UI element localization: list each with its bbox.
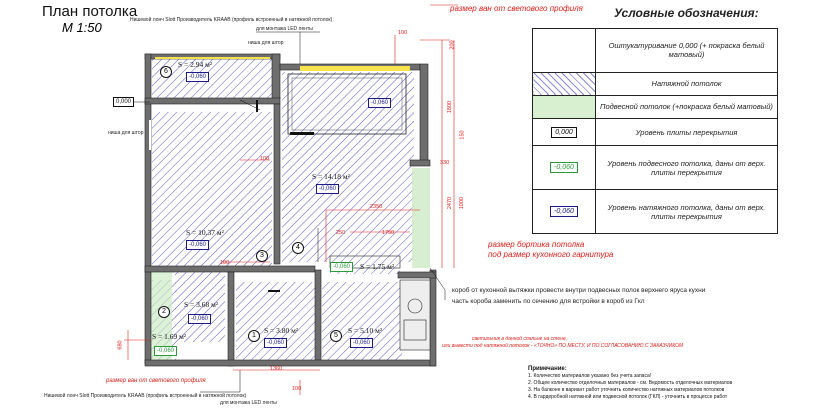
legend-swatch-value: 0,000 <box>551 127 577 138</box>
room-area-2: S = 1.69 м² <box>152 332 187 341</box>
dim-100d: 100 <box>292 386 302 392</box>
legend-table <box>532 28 778 234</box>
legend-row <box>533 95 778 118</box>
callout-kitchen-box-2: часть короба заменить по сечению для встройки в короб из Гкл <box>452 298 645 305</box>
dim-1800: 1800 <box>447 100 454 114</box>
room-number-5: 5 <box>330 330 342 342</box>
legend-label: Уровень плиты перекрытия <box>596 118 778 146</box>
room-5-ceiling <box>322 282 402 362</box>
callout-left-niche-curtain: ниша для штор <box>108 130 144 136</box>
dim-100b: 100 <box>260 156 270 162</box>
room-level-1: -0,060 <box>264 338 287 348</box>
legend-label: Подвесной потолок (+покраска белый матовый) <box>596 95 778 118</box>
legend-label: Натяжной потолок <box>596 72 778 95</box>
notes-line: 1. Количество материалов указано без учета запаса! <box>528 373 652 379</box>
room-level-6: -0,060 <box>186 72 209 82</box>
room-area-4: S = 14.18 м² <box>312 172 350 181</box>
callout-bottom-light-profile: размер ван от светового профиля <box>106 378 206 384</box>
room-level-3: -0,060 <box>188 314 211 324</box>
callout-bottom-niche: Нишевой лонч Slott Производитель KRAAB (профиль встроенный в натяжной потолок) <box>44 393 247 399</box>
legend-title: Условные обозначения: <box>614 6 759 20</box>
legend-swatch-value: -0,060 <box>550 162 578 173</box>
room-area-3: S = 3.68 м² <box>184 300 219 309</box>
callout-bedroom-note-1: светильник в данной спальне на стене, <box>472 336 568 342</box>
legend-row <box>533 190 778 234</box>
legend-label: Уровень натяжного потолка, даны от верх. плиты перекрытия <box>596 190 778 234</box>
dim-100c: 100 <box>220 260 230 266</box>
notes-line: 4. В гардеробной натяжной или подвесной потолок (ГКЛ) - уточнить в процессе работ <box>528 394 728 400</box>
dim-150: 150 <box>459 130 466 140</box>
callout-bort-size-2: под размер кухонного гарнитура <box>488 250 614 259</box>
notes-line: 3. На балконе в вариант работ уточнить количество натяжных материалов потолков <box>528 387 725 393</box>
dim-680: 680 <box>117 340 124 350</box>
room-1-ceiling <box>236 282 320 362</box>
led-strip-top <box>300 66 410 71</box>
room-area-living: S = 10.37 м² <box>186 228 224 237</box>
legend-row <box>533 146 778 190</box>
room-level-living: -0,060 <box>186 240 209 250</box>
plan-title: План потолка <box>42 3 138 20</box>
legend-label: Оштукатуривание 0,000 (+ покраска белый матовый) <box>596 29 778 73</box>
notes-title: Примечание: <box>528 366 567 372</box>
room-living-ceiling <box>152 112 272 272</box>
callout-top-niche-curtain: ниша для штор <box>248 40 284 46</box>
room-number-4: 4 <box>292 242 304 254</box>
legend-row <box>533 72 778 95</box>
callout-bort-size: размер бортика потолка <box>488 240 585 249</box>
room-number-6: 6 <box>160 66 172 78</box>
legend-swatch-plain <box>533 29 596 73</box>
callout-bottom-niche-led: для монтажа LED ленты <box>220 400 277 406</box>
dim-1750: 1750 <box>382 230 395 236</box>
floor-level-badge: 0,000 <box>113 97 134 107</box>
room-area-1: S = 3.80 м² <box>264 326 299 335</box>
legend-label: Уровень подвесного потолка, даны от верх. плиты перекрытия <box>596 146 778 190</box>
legend-swatch-value: -0,060 <box>550 206 578 217</box>
notes-block <box>528 366 732 401</box>
legend-swatch-hatch <box>533 72 596 95</box>
dim-250: 250 <box>336 230 346 236</box>
dim-1000: 1000 <box>459 196 466 210</box>
top-box-level: -0,060 <box>368 98 391 108</box>
plan-scale: М 1:50 <box>62 20 102 35</box>
legend-row <box>533 118 778 146</box>
dim-200: 200 <box>449 40 456 50</box>
legend-swatch-green <box>533 95 596 118</box>
notes-line: 2. Общее количество отделочных материалов - см. Ведомость отделочных материалов <box>528 380 733 386</box>
callout-top-niche: Нишевой лонч Slott Производитель KRAAB (профиль встроенный в натяжной потолок) <box>130 17 333 23</box>
kitchen-appliance <box>400 280 430 350</box>
dim-100a: 100 <box>398 30 408 36</box>
callout-bedroom-note-2: или вывести под натяжной потолок - «ТОЧНО» ПО МЕСТУ, И ПО СОГЛАСОВАНИЮ С ЗАКАЗЧИКОМ <box>442 343 684 349</box>
room-area-small: S = 1.75 м² <box>360 262 395 271</box>
dim-2350: 2350 <box>370 204 383 210</box>
callout-top-niche-led: для монтажа LED ленты <box>256 26 313 32</box>
room-level-small: -0,060 <box>330 262 353 272</box>
room-level-2: -0,060 <box>154 346 177 356</box>
room-level-5: -0,060 <box>350 338 373 348</box>
green-zone-kitchen <box>412 168 430 268</box>
room-area-6: S = 2.94 м² <box>178 60 213 69</box>
dim-2470: 2470 <box>447 196 454 210</box>
dim-1360: 1360 <box>270 366 283 372</box>
room-area-5: S = 5.10 м² <box>348 326 383 335</box>
callout-top-light-profile: размер ван от светового профиля <box>450 4 583 13</box>
room-number-3: 3 <box>256 250 268 262</box>
room-level-4: -0,060 <box>316 184 339 194</box>
dim-330: 330 <box>440 160 450 166</box>
callout-kitchen-box-1: короб от кухонной вытяжки провести внутри подвесных полок верхнего яруса кухни <box>452 287 706 294</box>
room-number-1: 1 <box>248 330 260 342</box>
room-number-2: 2 <box>158 306 170 318</box>
legend-row <box>533 29 778 73</box>
